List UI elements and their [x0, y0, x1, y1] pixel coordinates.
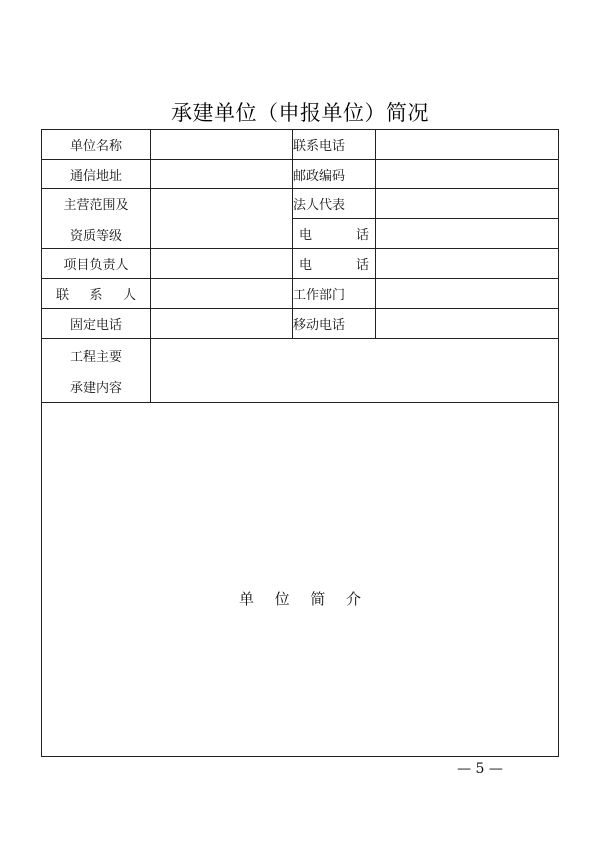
business-scope-label-line2: 资质等级 — [69, 228, 122, 244]
unit-intro-heading — [239, 588, 361, 609]
main-content-label — [42, 339, 151, 403]
legal-rep-phone-field[interactable] — [376, 219, 559, 249]
landline-field[interactable] — [151, 309, 293, 339]
address-label: 通信地址 — [42, 160, 151, 189]
intro-char-3: 简 — [310, 590, 326, 608]
project-lead-phone-label — [293, 249, 376, 279]
address-field[interactable] — [151, 160, 293, 189]
intro-char-2: 位 — [274, 590, 290, 608]
project-lead-label: 项目负责人 — [42, 249, 151, 279]
phone-char-2: 话 — [355, 258, 369, 273]
main-content-field[interactable] — [151, 339, 559, 403]
business-scope-field[interactable] — [151, 189, 293, 249]
mobile-label: 移动电话 — [293, 309, 376, 339]
contact-person-field[interactable] — [151, 279, 293, 309]
contact-char-3: 人 — [122, 288, 136, 303]
phone-char-1: 电 — [299, 228, 313, 243]
business-scope-label — [42, 189, 151, 249]
unit-profile-form — [41, 129, 559, 757]
contact-phone-field[interactable] — [376, 130, 559, 160]
contact-char-1: 联 — [56, 288, 70, 303]
phone-char-1: 电 — [299, 258, 313, 273]
page-title: 承建单位（申报单位）简况 — [171, 101, 429, 125]
unit-name-field[interactable] — [151, 130, 293, 160]
main-content-label-line1: 工程主要 — [69, 349, 122, 365]
contact-person-label — [42, 279, 151, 309]
phone-char-2: 话 — [355, 228, 369, 243]
landline-label: 固定电话 — [42, 309, 151, 339]
main-content-label-line2: 承建内容 — [69, 380, 122, 396]
project-lead-field[interactable] — [151, 249, 293, 279]
postcode-label: 邮政编码 — [293, 160, 376, 189]
contact-phone-label: 联系电话 — [293, 130, 376, 160]
business-scope-label-line1: 主营范围及 — [63, 197, 129, 213]
postcode-field[interactable] — [376, 160, 559, 189]
legal-rep-label: 法人代表 — [293, 189, 376, 219]
legal-rep-phone-label — [293, 219, 376, 249]
department-label: 工作部门 — [293, 279, 376, 309]
page-number: — 5 — — [457, 761, 503, 777]
project-lead-phone-field[interactable] — [376, 249, 559, 279]
unit-intro-section[interactable] — [42, 403, 559, 757]
legal-rep-field[interactable] — [376, 189, 559, 219]
unit-name-label: 单位名称 — [42, 130, 151, 160]
intro-char-4: 介 — [345, 590, 361, 608]
intro-char-1: 单 — [239, 590, 255, 608]
department-field[interactable] — [376, 279, 559, 309]
contact-char-2: 系 — [89, 288, 103, 303]
mobile-field[interactable] — [376, 309, 559, 339]
